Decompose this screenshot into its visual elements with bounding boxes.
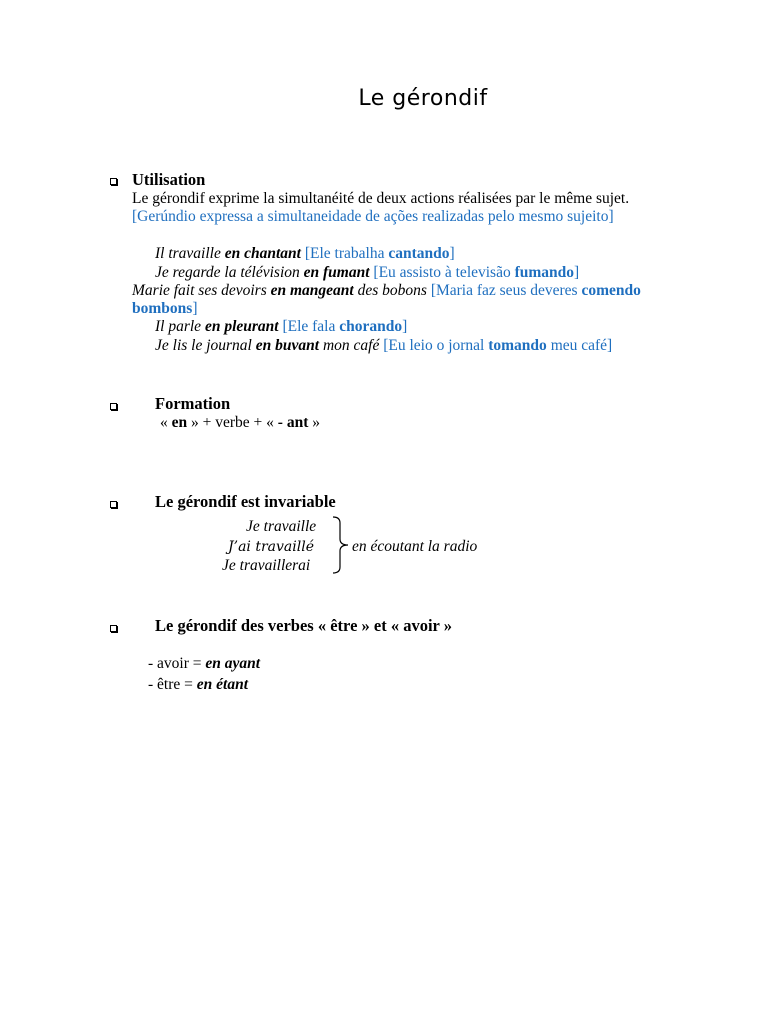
bullet-icon bbox=[110, 178, 117, 185]
example-line bbox=[155, 264, 579, 282]
formation-middle: » + verbe + « bbox=[187, 414, 278, 431]
example-gerund: en pleurant bbox=[204, 318, 279, 335]
example-translation: [Ele fala bbox=[278, 318, 340, 335]
example-translation-gerund: bombons bbox=[132, 300, 193, 317]
example-translation-gerund: cantando bbox=[388, 245, 450, 262]
conjugation-line: J’ai travaillé bbox=[228, 539, 314, 555]
formation-quote: « bbox=[160, 414, 172, 431]
example-line bbox=[155, 245, 455, 263]
utilisation-description: Le gérondif exprime la simultanéité de deux actions réalisées par le même sujet. bbox=[132, 190, 630, 207]
example-translation-end: meu café] bbox=[546, 337, 613, 354]
example-line bbox=[155, 337, 612, 355]
example-gerund: en buvant bbox=[255, 337, 320, 354]
bullet-icon bbox=[110, 625, 117, 632]
verb-gerund: en étant bbox=[196, 676, 249, 693]
example-translation-end: ] bbox=[574, 264, 580, 281]
section-heading-formation: Formation bbox=[155, 394, 231, 413]
example-translation: [Eu assisto à televisão bbox=[369, 264, 515, 281]
formation-en: en bbox=[171, 414, 188, 431]
example-translation-end: ] bbox=[192, 300, 198, 317]
conjugation-result: en écoutant la radio bbox=[352, 538, 478, 555]
example-translation-end: ] bbox=[402, 318, 408, 335]
section-heading-invariable: Le gérondif est invariable bbox=[155, 492, 336, 511]
example-translation-gerund: tomando bbox=[488, 337, 547, 354]
example-text: Marie fait ses devoirs bbox=[132, 282, 271, 299]
example-translation: [Eu leio o jornal bbox=[379, 337, 489, 354]
verb-name: - avoir = bbox=[148, 655, 206, 672]
example-translation-gerund: comendo bbox=[581, 282, 641, 299]
formation-rule bbox=[160, 414, 320, 432]
example-text-end: mon café bbox=[319, 337, 380, 354]
conjugation-line: Je travaillerai bbox=[222, 557, 311, 574]
example-translation: [Maria faz seus deveres bbox=[426, 282, 582, 299]
verb-gerund: en ayant bbox=[205, 655, 261, 672]
example-translation-gerund: fumando bbox=[514, 264, 575, 281]
example-gerund: en fumant bbox=[303, 264, 370, 281]
example-translation-end: ] bbox=[449, 245, 455, 262]
verb-item bbox=[148, 676, 248, 694]
example-text: Je lis le journal bbox=[155, 337, 256, 354]
example-gerund: en chantant bbox=[224, 245, 301, 262]
example-translation-gerund: chorando bbox=[339, 318, 403, 335]
section-heading-etre-avoir: Le gérondif des verbes « être » et « avoir » bbox=[155, 616, 452, 635]
example-line-wrap bbox=[132, 300, 197, 318]
example-line bbox=[132, 282, 641, 300]
bullet-icon bbox=[110, 501, 117, 508]
example-translation: [Ele trabalha bbox=[300, 245, 389, 262]
example-text: Il travaille bbox=[155, 245, 225, 262]
example-text: Il parle bbox=[155, 318, 205, 335]
example-gerund: en mangeant bbox=[270, 282, 354, 299]
conjugation-line: Je travaille bbox=[246, 518, 317, 535]
verb-name: - être = bbox=[148, 676, 197, 693]
page-title: Le gérondif bbox=[358, 86, 488, 111]
utilisation-description-translation: [Gerúndio expressa a simultaneidade de ações realizadas pelo mesmo sujeito] bbox=[132, 208, 614, 225]
example-line bbox=[155, 318, 407, 336]
example-text: Je regarde la télévision bbox=[155, 264, 304, 281]
bullet-icon bbox=[110, 403, 117, 410]
example-text-end: des bobons bbox=[353, 282, 427, 299]
formation-ant: - ant bbox=[277, 414, 309, 431]
right-brace-icon bbox=[330, 515, 354, 575]
formation-quote-end: » bbox=[308, 414, 320, 431]
section-heading-utilisation: Utilisation bbox=[132, 170, 206, 189]
verb-item bbox=[148, 655, 260, 673]
